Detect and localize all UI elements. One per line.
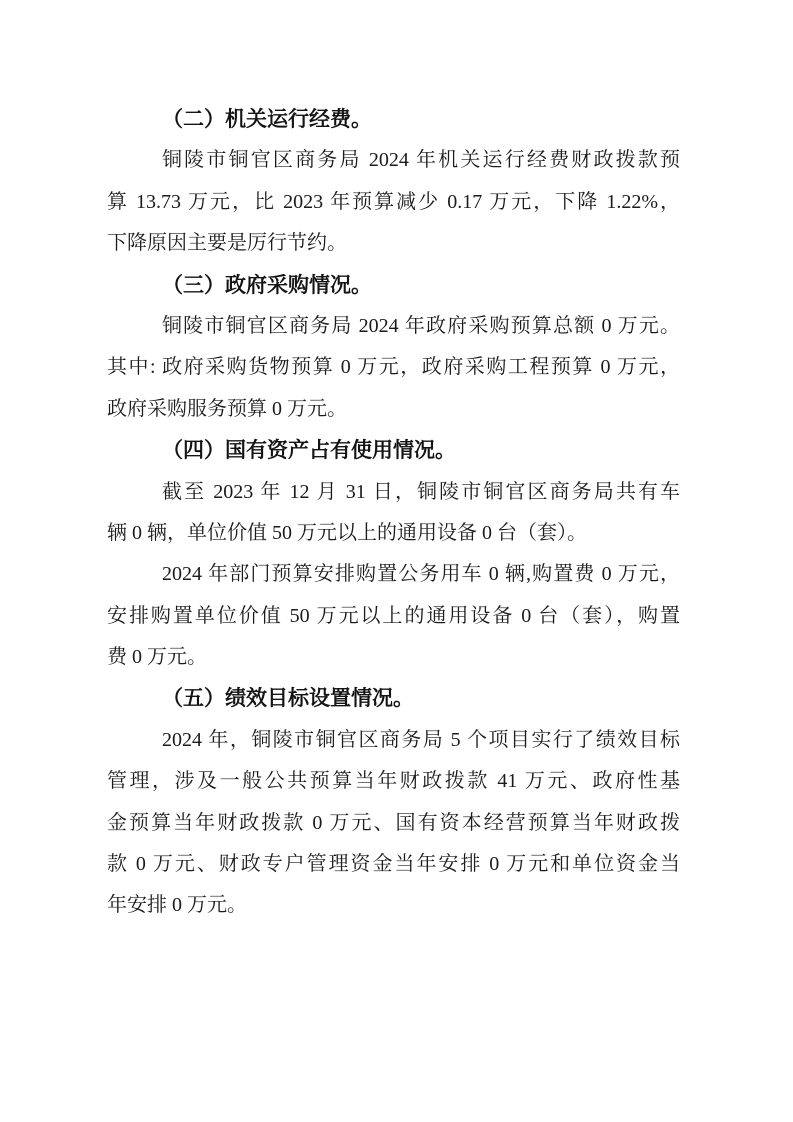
paragraph-line: 年安排 0 万元。 <box>107 894 247 917</box>
paragraph-line: 管理，涉及一般公共预算当年财政拨款 41 万元、政府性基 <box>107 770 680 793</box>
paragraph-line: 2024 年部门预算安排购置公务用车 0 辆,购置费 0 万元， <box>162 563 680 586</box>
paragraph-line: 下降原因主要是厉行节约。 <box>107 232 347 255</box>
paragraph-line: 截至 2023 年 12 月 31 日，铜陵市铜官区商务局共有车 <box>162 480 680 503</box>
paragraph-line: 款 0 万元、财政专户管理资金当年安排 0 万元和单位资金当 <box>107 853 680 876</box>
paragraph-line: 2024 年，铜陵市铜官区商务局 5 个项目实行了绩效目标 <box>162 728 680 751</box>
paragraph-line: 安排购置单位价值 50 万元以上的通用设备 0 台（套），购置 <box>107 604 680 627</box>
paragraph-line: 费 0 万元。 <box>107 646 207 669</box>
paragraph-line: 金预算当年财政拨款 0 万元、国有资本经营预算当年财政拨 <box>107 811 680 834</box>
section-heading-5: （五）绩效目标设置情况。 <box>162 687 414 711</box>
section-heading-2: （二）机关运行经费。 <box>162 108 372 131</box>
document-content <box>107 99 680 927</box>
paragraph-line: 辆 0 辆，单位价值 50 万元以上的通用设备 0 台（套）。 <box>107 521 587 544</box>
section-heading-3: （三）政府采购情况。 <box>162 273 372 297</box>
paragraph-line: 铜陵市铜官区商务局 2024 年机关运行经费财政拨款预 <box>162 149 680 172</box>
paragraph-line: 算 13.73 万元，比 2023 年预算减少 0.17 万元，下降 1.22%， <box>107 190 680 213</box>
section-heading-4: （四）国有资产占有使用情况。 <box>162 439 456 463</box>
paragraph-line: 政府采购服务预算 0 万元。 <box>107 397 347 420</box>
paragraph-line: 铜陵市铜官区商务局 2024 年政府采购预算总额 0 万元。 <box>162 314 680 337</box>
paragraph-line: 其中: 政府采购货物预算 0 万元，政府采购工程预算 0 万元， <box>107 356 680 379</box>
